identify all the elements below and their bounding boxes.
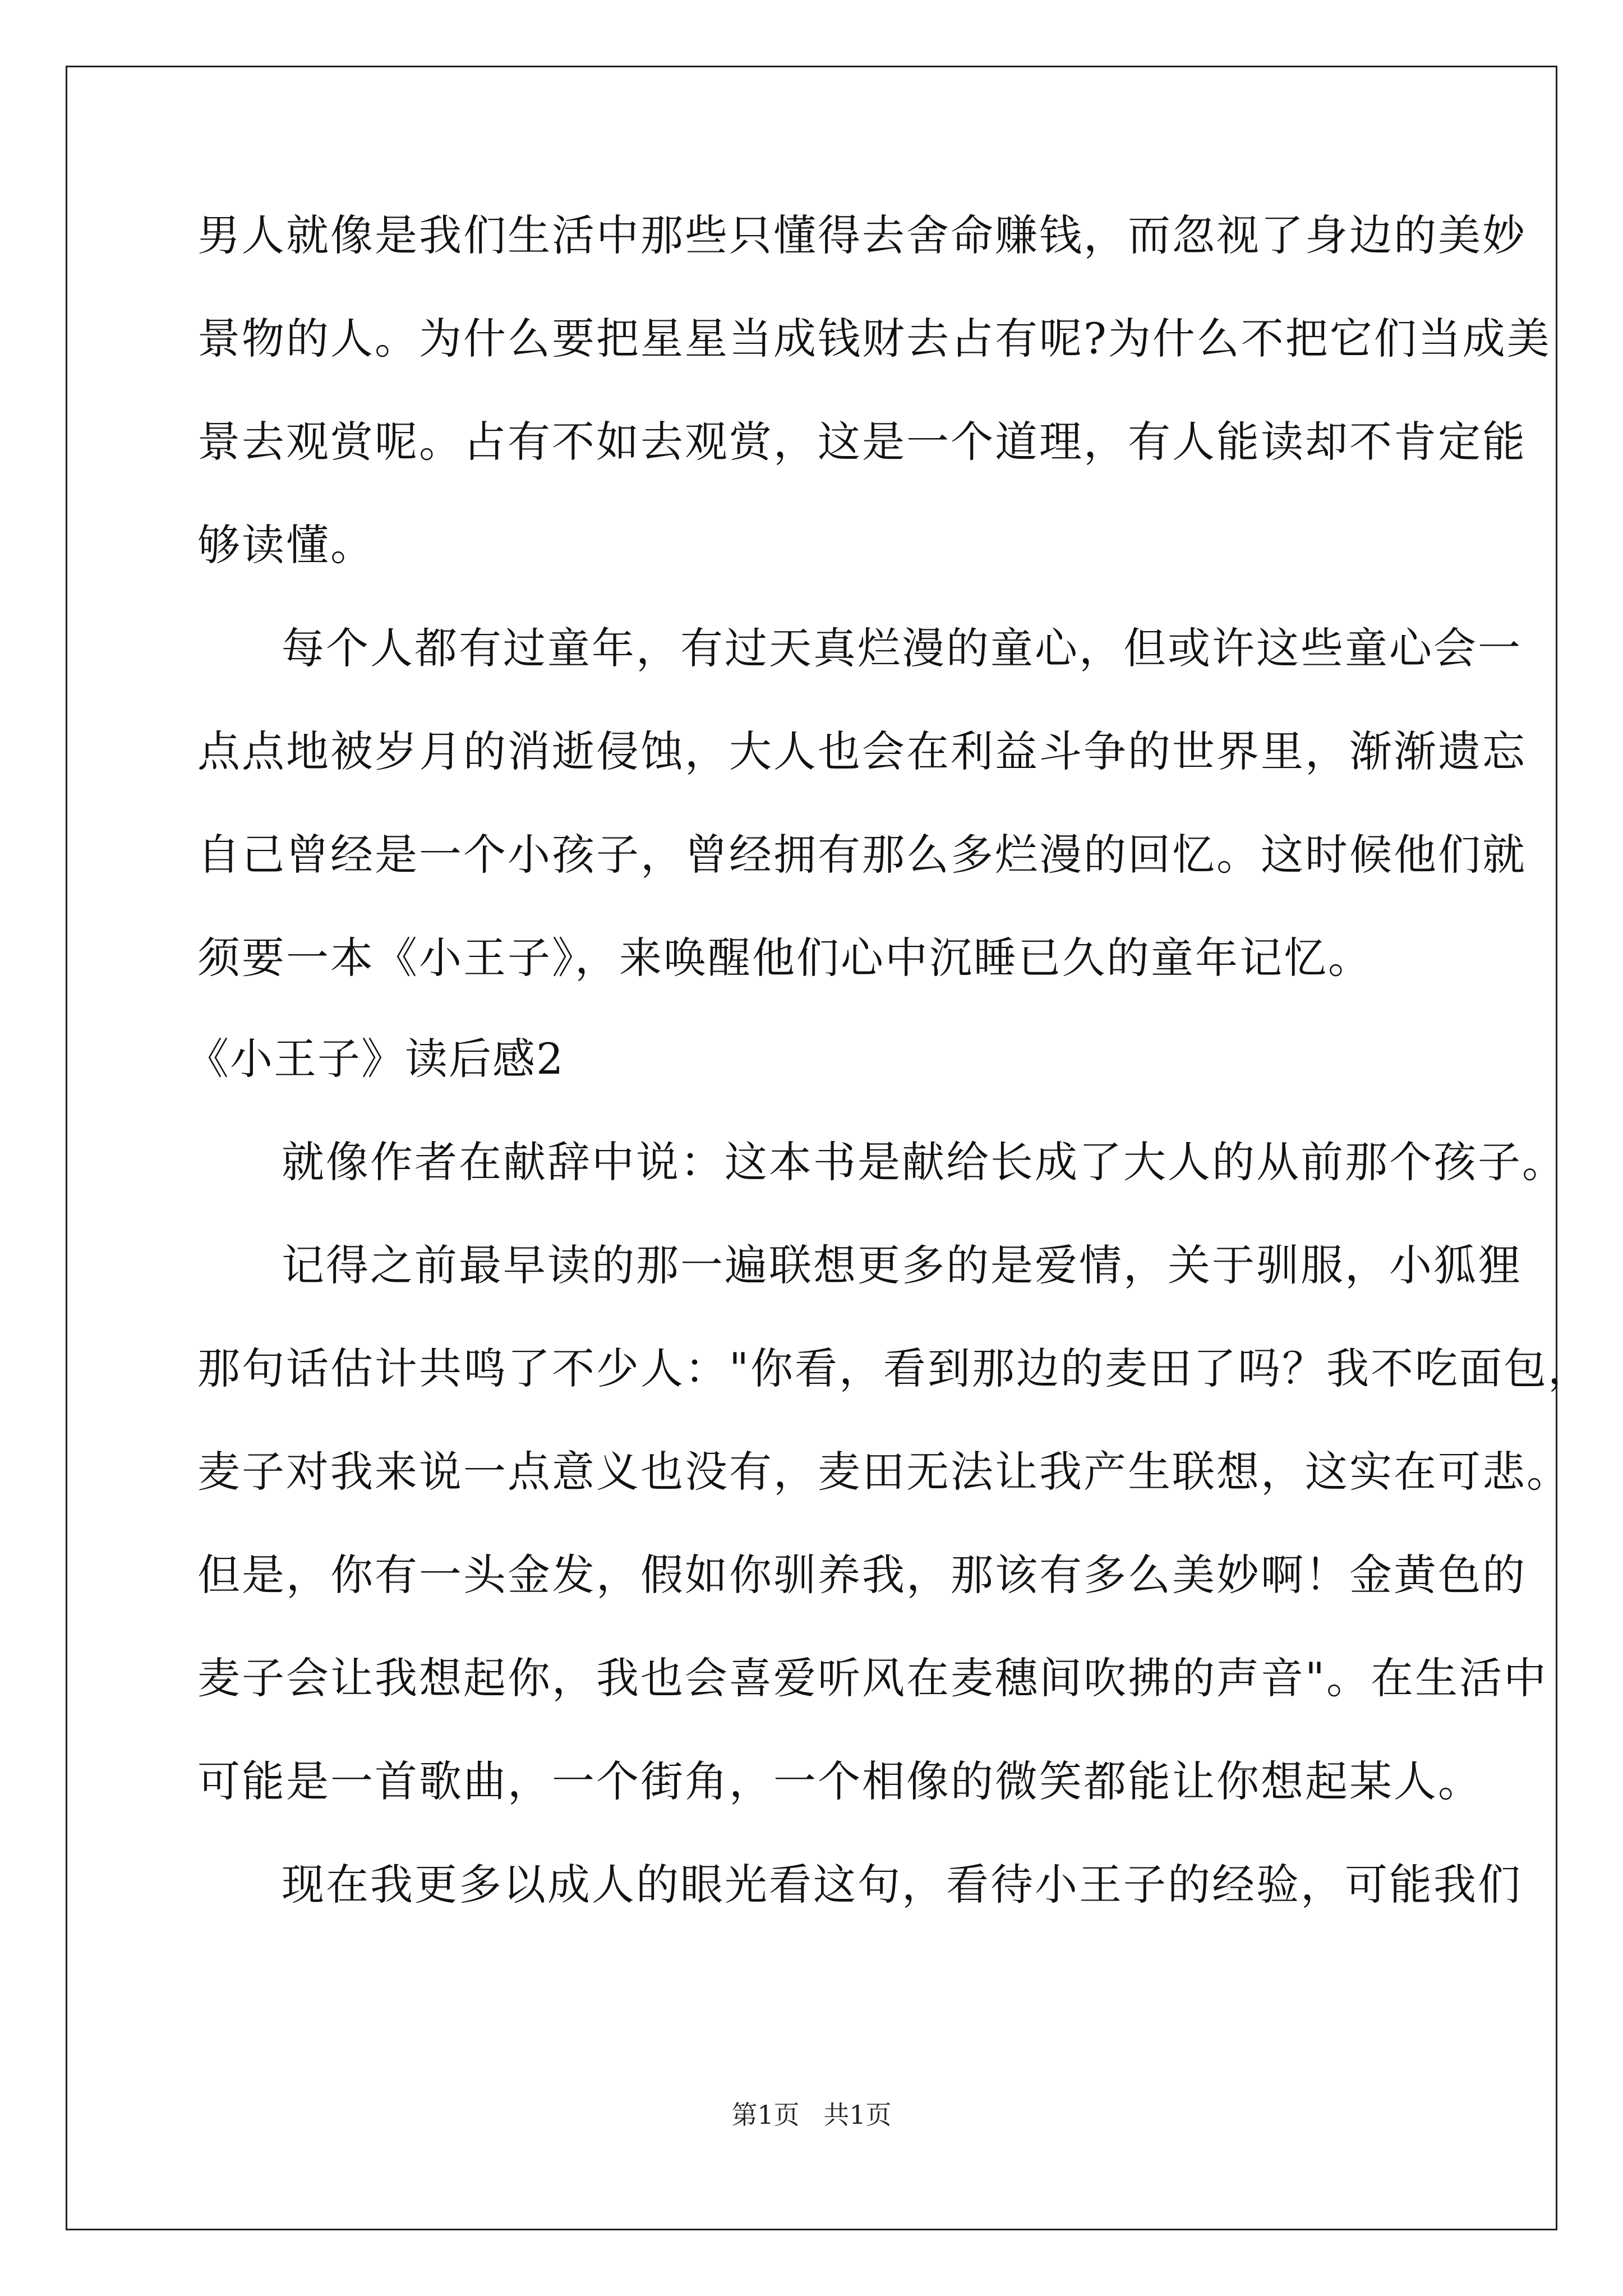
paragraph-start-line: 就像作者在献辞中说：这本书是献给长成了大人的从前那个孩子。 [282, 1137, 1566, 1187]
section-heading: 《小王子》读后感2 [186, 1034, 565, 1084]
page-footer [0, 2098, 1623, 2132]
text-line: 可能是一首歌曲，一个街角，一个相像的微笑都能让你想起某人。 [197, 1756, 1482, 1806]
text-line: 但是，你有一头金发，假如你驯养我，那该有多么美妙啊！金黄色的 [197, 1550, 1527, 1600]
paragraph-start-line: 记得之前最早读的那一遍联想更多的是爱情，关于驯服，小狐狸 [282, 1240, 1522, 1290]
page-number-current: 第1页 [731, 2100, 800, 2130]
text-line: 须要一本《小王子》，来唤醒他们心中沉睡已久的童年记忆。 [197, 933, 1372, 983]
text-line: 那句话估计共鸣了不少人："你看，看到那边的麦田了吗？我不吃面包， [197, 1343, 1592, 1393]
paragraph-start-line: 每个人都有过童年，有过天真烂漫的童心，但或许这些童心会一 [282, 623, 1522, 673]
text-line: 男人就像是我们生活中那些只懂得去舍命赚钱，而忽视了身边的美妙 [197, 210, 1527, 260]
text-line: 麦子会让我想起你，我也会喜爱听风在麦穗间吹拂的声音"。在生活中 [197, 1653, 1548, 1703]
page-number-total: 共1页 [823, 2100, 892, 2130]
text-line: 景物的人。为什么要把星星当成钱财去占有呢?为什么不把它们当成美 [197, 314, 1551, 364]
text-line: 景去观赏呢。占有不如去观赏，这是一个道理，有人能读却不肯定能 [197, 417, 1527, 467]
paragraph-start-line: 现在我更多以成人的眼光看这句，看待小王子的经验，可能我们 [282, 1860, 1522, 1910]
text-line: 点点地被岁月的消逝侵蚀，大人也会在利益斗争的世界里，渐渐遗忘 [197, 726, 1527, 776]
text-line: 麦子对我来说一点意义也没有，麦田无法让我产生联想，这实在可悲。 [197, 1447, 1571, 1497]
text-line: 自己曾经是一个小孩子，曾经拥有那么多烂漫的回忆。这时候他们就 [197, 830, 1527, 880]
text-line: 够读懂。 [197, 520, 375, 570]
